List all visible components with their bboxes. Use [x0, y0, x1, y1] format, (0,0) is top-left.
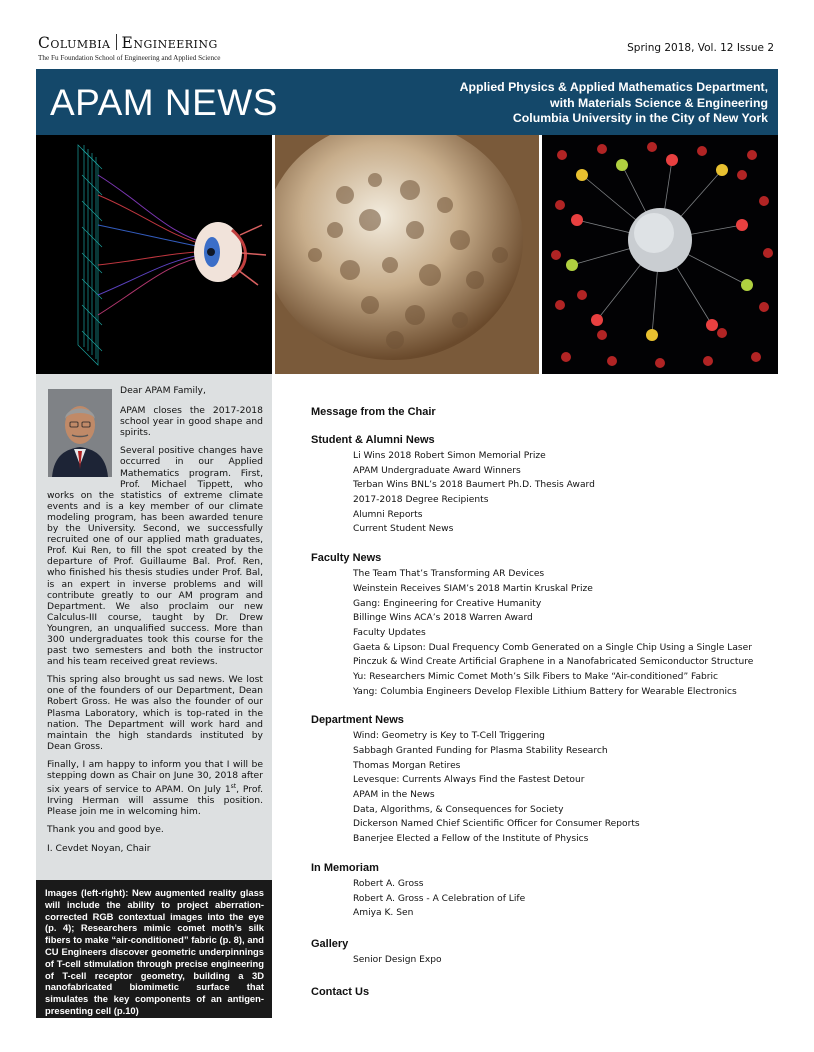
logo-divider	[116, 34, 117, 50]
columbia-engineering-logo	[38, 34, 248, 62]
letter-paragraph-1: APAM closes the 2017-2018 school year in good shape and spirits.	[120, 405, 263, 439]
toc-item[interactable]: Robert A. Gross - A Celebration of Life	[353, 893, 526, 904]
letter-superscript: st	[230, 783, 237, 791]
letter-greeting: Dear APAM Family,	[120, 385, 206, 396]
table-of-contents	[311, 404, 771, 1001]
toc-item[interactable]: Terban Wins BNL’s 2018 Baumert Ph.D. Thesis Award	[353, 480, 595, 491]
toc-item[interactable]: Robert A. Gross	[353, 878, 424, 889]
department-line-1: Applied Physics & Applied Mathematics Department,	[459, 80, 768, 94]
t-cell-image	[542, 135, 778, 374]
toc-item[interactable]: Current Student News	[353, 524, 454, 535]
letter-paragraph-4a: Finally, I am happy to inform you that I will be stepping down as Chair on June 30, 2018 after six years of service to APAM. On July 1	[47, 758, 263, 796]
toc-item[interactable]: Yang: Columbia Engineers Develop Flexible Lithium Battery for Wearable Electronics	[353, 686, 737, 697]
letter-paragraph-4	[47, 759, 263, 818]
toc-gap	[311, 847, 771, 860]
toc-section-memoriam	[311, 860, 771, 921]
toc-section-title[interactable]: In Memoriam	[311, 861, 379, 874]
toc-section-department	[311, 712, 771, 847]
toc-item[interactable]: Data, Algorithms, & Consequences for Society	[353, 804, 564, 815]
toc-section-title[interactable]: Gallery	[311, 937, 349, 950]
toc-item[interactable]: 2017-2018 Degree Recipients	[353, 495, 489, 506]
toc-section-student	[311, 432, 771, 537]
letter-thanks: Thank you and good bye.	[47, 824, 164, 836]
toc-item[interactable]: Thomas Morgan Retires	[353, 760, 461, 771]
toc-item[interactable]: Gang: Engineering for Creative Humanity	[353, 598, 542, 609]
silk-fiber-micrograph	[275, 135, 539, 374]
issue-info: Spring 2018, Vol. 12 Issue 2	[627, 42, 774, 54]
toc-item[interactable]: Weinstein Receives SIAM’s 2018 Martin Kruskal Prize	[353, 583, 593, 594]
chair-portrait-photo	[48, 389, 112, 477]
toc-section-title[interactable]: Department News	[311, 714, 404, 727]
toc-section-faculty	[311, 550, 771, 699]
toc-item[interactable]: The Team That’s Transforming AR Devices	[353, 569, 545, 580]
silk-fiber-image	[275, 135, 539, 374]
letter-signature: I. Cevdet Noyan, Chair	[47, 842, 151, 854]
logo-columbia: Columbia	[38, 34, 111, 52]
toc-item[interactable]: Billinge Wins ACA’s 2018 Warren Award	[353, 613, 533, 624]
toc-item[interactable]: APAM Undergraduate Award Winners	[353, 465, 521, 476]
newsletter-title: APAM NEWS	[50, 82, 278, 123]
logo-subtitle: The Fu Foundation School of Engineering and Applied Science	[38, 54, 221, 62]
toc-item[interactable]: Li Wins 2018 Robert Simon Memorial Prize	[353, 451, 546, 461]
letter-paragraph-3: This spring also brought us sad news. We lost one of the founders of our Department, Dean Robert Gross. He was also the founder of our Plasma Laboratory, which is top-rated in the nation. The Department will work hard and maintain the high standards instituted by Dean Gross.	[47, 674, 263, 752]
toc-section-gallery	[311, 936, 771, 968]
department-name	[460, 80, 768, 127]
toc-section-title[interactable]: Student & Alumni News	[311, 434, 435, 446]
toc-item[interactable]: Levesque: Currents Always Find the Fastest Detour	[353, 775, 585, 786]
chair-letter-panel	[36, 374, 272, 880]
toc-item[interactable]: Dickerson Named Chief Scientific Officer for Consumer Reports	[353, 819, 640, 830]
toc-item[interactable]: Alumni Reports	[353, 509, 423, 520]
toc-contact-us[interactable]: Contact Us	[311, 985, 370, 998]
letter-paragraph-2: Several positive changes have occurred in our Applied Mathematics program. First, Prof. Michael Tippett, who works on the statistics of extreme climate events and is a key member of our climate modeling program, has been awarded tenure by the University. Second, we successfully recruited one of our applied math graduates, Prof. Kui Ren, to fill the spot created by the departure of Prof. Guillaume Bal. Prof. Ren, who finished his thesis studies under Prof. Bal, is an expert in inverse problems and will contribute greatly to our AM program and Department. We also proclaim our new Calculus-III course, taught by Dr. Drew Youngren, an unqualified success. More than 300 undergraduates took this course for the past two semesters and both the instructor and his team received great reviews.	[47, 445, 263, 668]
toc-gap	[311, 699, 771, 712]
toc-gap	[311, 537, 771, 550]
toc-item[interactable]: Sabbagh Granted Funding for Plasma Stability Research	[353, 746, 608, 756]
department-line-2: with Materials Science & Engineering	[550, 95, 768, 110]
toc-item[interactable]: Pinczuk & Wind Create Artificial Graphene in a Nanofabricated Semiconductor Structure	[353, 657, 754, 668]
toc-section-title[interactable]: Faculty News	[311, 552, 382, 565]
masthead-banner	[36, 69, 778, 135]
toc-item[interactable]: Wind: Geometry is Key to T-Cell Triggering	[353, 731, 545, 742]
image-caption: Images (left-right): New augmented reality glass will include the ability to project aberration-corrected RGB contextual images into the eye (p. 4); Researchers mimic comet moth’s silk fibers to make “air-conditioned” fabric (p. 8), and CU Engineers discover geometric underpinnings of T-cell stimulation through precise engineering of T-cell receptor geometry, building a 3D nanofabricated biomimetic surface that simulates the key components of an antigen-presenting cell (p.10)	[36, 880, 272, 1018]
letter-paragraph-4b: , Prof. Irving Herman will assume this position. Please join me in welcoming him.	[47, 784, 263, 818]
toc-item[interactable]: Senior Design Expo	[353, 954, 442, 965]
toc-gap	[311, 921, 771, 936]
toc-gap	[311, 421, 771, 432]
toc-item[interactable]: Banerjee Elected a Fellow of the Institute of Physics	[353, 834, 589, 845]
chair-letter	[47, 385, 263, 861]
ar-eye-image	[36, 135, 272, 374]
toc-gap	[311, 968, 771, 984]
toc-item[interactable]: Faculty Updates	[353, 627, 426, 638]
logo-engineering: Engineering	[121, 34, 218, 52]
toc-item[interactable]: Gaeta & Lipson: Dual Frequency Comb Generated on a Single Chip Using a Single Laser	[353, 642, 753, 653]
chair-portrait	[48, 389, 112, 477]
logo-wordmark	[38, 34, 248, 52]
t-cell-render	[542, 135, 778, 374]
ar-eye-illustration	[36, 135, 272, 374]
toc-message-from-chair[interactable]: Message from the Chair	[311, 406, 436, 418]
toc-item[interactable]: Amiya K. Sen	[353, 908, 414, 919]
toc-item[interactable]: Yu: Researchers Mimic Comet Moth’s Silk Fibers to Make “Air-conditioned” Fabric	[353, 671, 719, 682]
toc-item[interactable]: APAM in the News	[353, 790, 435, 801]
department-line-3: Columbia University in the City of New York	[512, 111, 768, 125]
